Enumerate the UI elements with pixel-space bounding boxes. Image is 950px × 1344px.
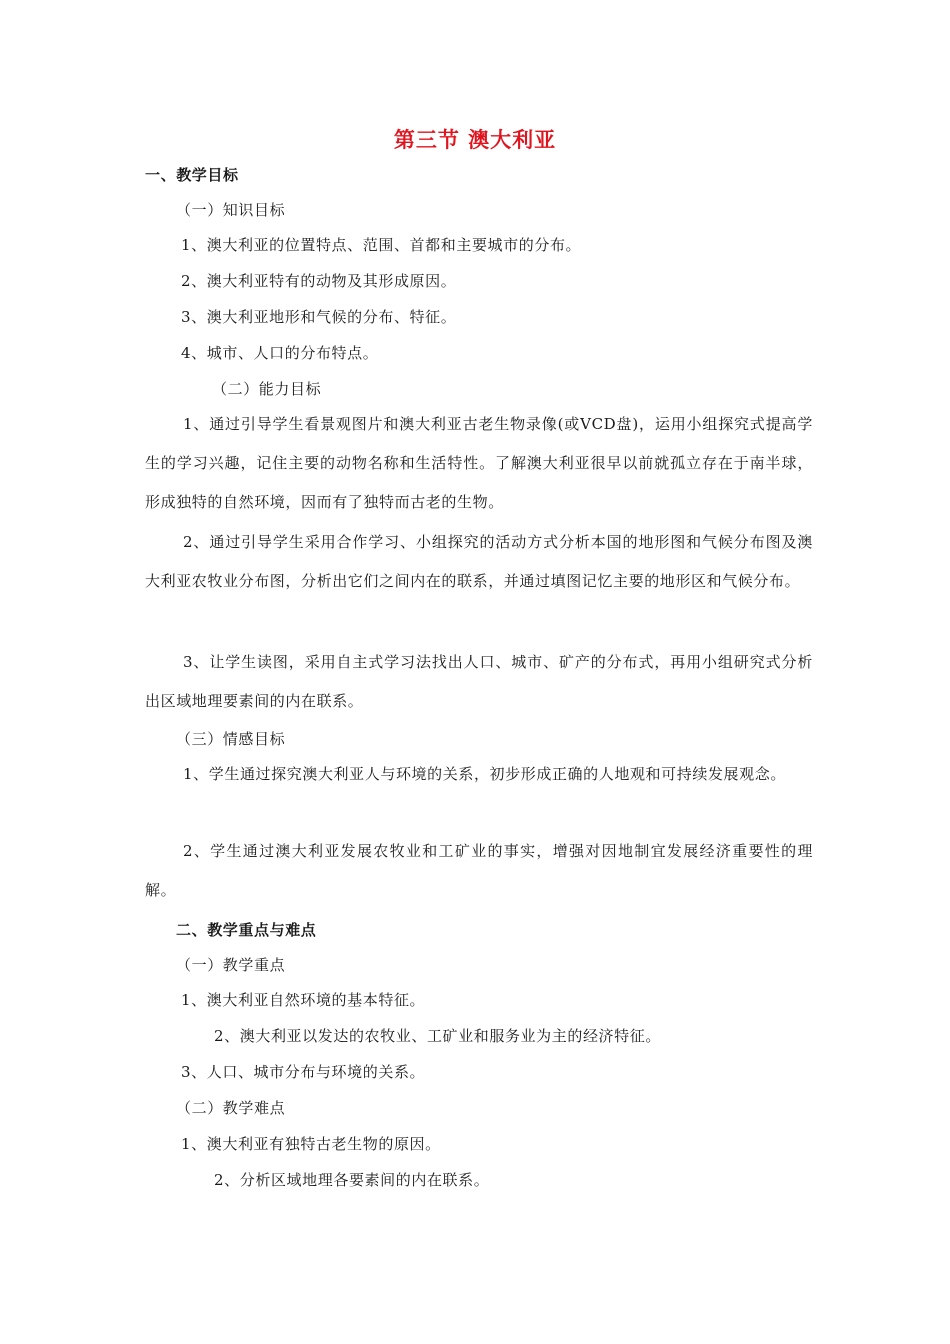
subheading-emotion: （三）情感目标 (176, 730, 286, 748)
list-item: 4、城市、人口的分布特点。 (181, 344, 379, 362)
paragraph-ability-2: 2、通过引导学生采用合作学习、小组探究的活动方式分析本国的地形图和气候分布图及澳大利亚农牧业分布图，分析出它们之间内在的联系，并通过填图记忆主要的地形区和气候分布。 (145, 533, 813, 590)
list-item: 2、澳大利亚特有的动物及其形成原因。 (181, 272, 457, 290)
list-item: 3、人口、城市分布与环境的关系。 (181, 1063, 426, 1081)
document-title: 第三节 澳大利亚 (393, 128, 557, 152)
paragraph-ability-1: 1、通过引导学生看景观图片和澳大利亚古老生物录像(或VCD盘)，运用小组探究式提高学生的学习兴趣，记住主要的动物名称和生活特性。了解澳大利亚很早以前就孤立存在于南半球，形成独特的自然环境，因而有了独特而古老的生物。 (145, 415, 813, 511)
list-item: 1、澳大利亚自然环境的基本特征。 (181, 991, 426, 1009)
subheading-ability: （二）能力目标 (212, 380, 322, 398)
subheading-difficulties: （二）教学难点 (176, 1099, 286, 1117)
subheading-key-points: （一）教学重点 (176, 956, 286, 974)
section-heading-keypoints: 二、教学重点与难点 (176, 921, 317, 939)
list-item: 3、澳大利亚地形和气候的分布、特征。 (181, 308, 457, 326)
list-item: 1、澳大利亚有独特古老生物的原因。 (181, 1135, 441, 1153)
section-heading-objectives: 一、教学目标 (145, 166, 239, 184)
paragraph-ability-3: 3、让学生读图，采用自主式学习法找出人口、城市、矿产的分布式，再用小组研究式分析出区域地理要素间的内在联系。 (145, 653, 813, 710)
list-item: 2、澳大利亚以发达的农牧业、工矿业和服务业为主的经济特征。 (214, 1027, 661, 1045)
paragraph-emotion-1: 1、学生通过探究澳大利亚人与环境的关系，初步形成正确的人地观和可持续发展观念。 (183, 765, 786, 783)
list-item: 2、分析区域地理各要素间的内在联系。 (214, 1171, 490, 1189)
paragraph-emotion-2: 2、学生通过澳大利亚发展农牧业和工矿业的事实，增强对因地制宜发展经济重要性的理解。 (145, 842, 813, 899)
subheading-knowledge: （一）知识目标 (176, 201, 286, 219)
list-item: 1、澳大利亚的位置特点、范围、首都和主要城市的分布。 (181, 236, 582, 254)
